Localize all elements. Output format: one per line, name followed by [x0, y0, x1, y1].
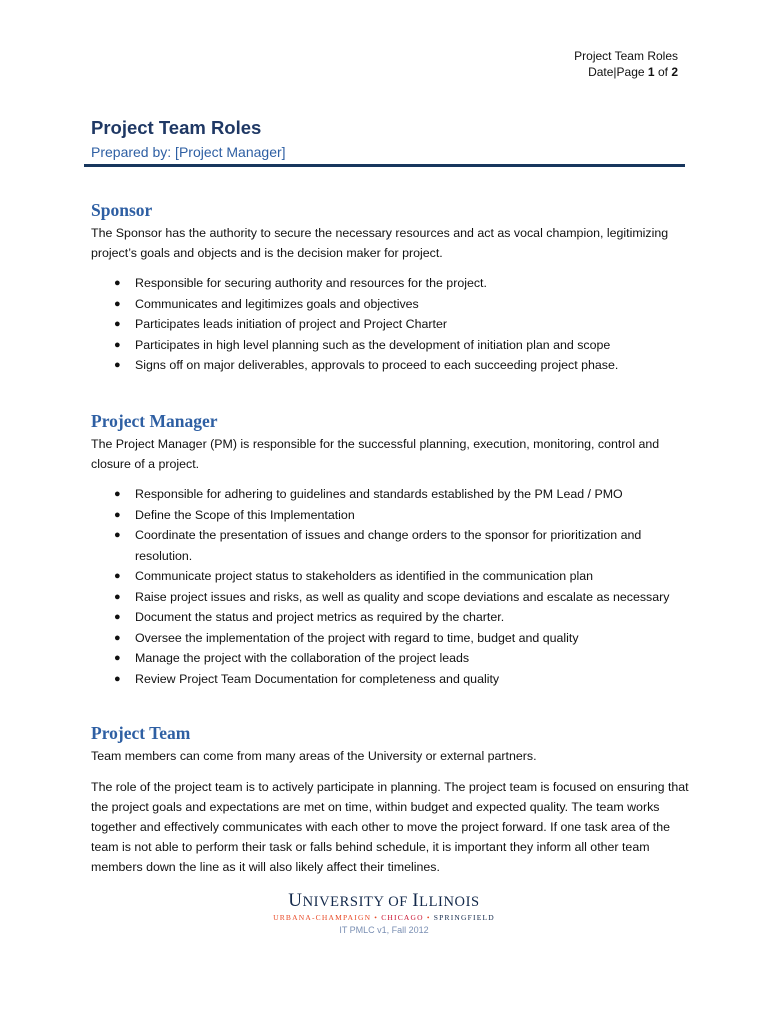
- list-item: ● Responsible for securing authority and resources for the project.: [114, 276, 487, 290]
- section-project-manager: [91, 410, 691, 689]
- list-item: ● Communicates and legitimizes goals and objectives: [114, 296, 419, 311]
- university-logo: UNIVERSITY OF ILLINOIS: [288, 890, 480, 911]
- list-item: ● Manage the project with the collaboration of the project leads: [114, 651, 470, 665]
- section-paragraph: Team members can come from many areas of the University or external partners.: [91, 749, 537, 763]
- header-page-current: 1: [647, 65, 655, 79]
- list-item: ● Document the status and project metrics as required by the charter.: [114, 610, 505, 624]
- section-heading: Project Team: [91, 723, 191, 743]
- list-item: ● Participates in high level planning such as the development of initiation plan and scope: [114, 337, 611, 352]
- header-page-of: of: [657, 65, 668, 79]
- bullet-list: [91, 484, 691, 689]
- header-doc-name: Project Team Roles: [574, 49, 678, 63]
- list-item: ● Communicate project status to stakeholders as identified in the communication plan: [114, 569, 594, 583]
- section-heading: Project Manager: [91, 411, 218, 431]
- list-item: ● Signs off on major deliverables, approvals to proceed to each succeeding project phase.: [114, 358, 619, 372]
- bullet-list: [91, 273, 691, 376]
- section-sponsor: [91, 199, 691, 376]
- header-page-info: Date|Page 1 of 2: [588, 65, 678, 79]
- section-paragraph: The role of the project team is to actively participate in planning. The project team is focused on ensuring that the project goals and expectations are met on time, within budget and expected quality. The team works together and effectively communicates with each other to move the project forward. If one task area of the team is not able to perform their task or falls behind schedule, it is important they inform all other team members down the line as it will also likely affect their timelines.: [91, 780, 689, 874]
- list-item: ● Oversee the implementation of the project with regard to time, budget and quality: [114, 630, 579, 645]
- document-title: Project Team Roles: [91, 117, 262, 138]
- title-rule: [84, 164, 685, 167]
- list-item: ● Review Project Team Documentation for completeness and quality: [114, 671, 500, 686]
- page-footer: [0, 890, 768, 936]
- page-header: [574, 48, 678, 80]
- list-item: ● Coordinate the presentation of issues and change orders to the sponsor for prioritization and resolution.: [114, 528, 642, 563]
- section-project-team: [91, 722, 691, 877]
- section-heading: Sponsor: [91, 200, 153, 220]
- campus-line: URBANA-CHAMPAIGN • CHICAGO • SPRINGFIELD: [273, 913, 495, 922]
- prepared-by: Prepared by: [Project Manager]: [91, 144, 286, 160]
- list-item: ● Define the Scope of this Implementation: [114, 507, 355, 522]
- header-page-total: 2: [671, 65, 678, 79]
- section-paragraph: The Project Manager (PM) is responsible for the successful planning, execution, monitoring, control and closure of a project.: [91, 437, 660, 471]
- list-item: ● Responsible for adhering to guidelines and standards established by the PM Lead / PMO: [114, 487, 623, 501]
- list-item: ● Participates leads initiation of project and Project Charter: [114, 317, 447, 331]
- footer-note: IT PMLC v1, Fall 2012: [339, 925, 429, 935]
- header-date: Date: [588, 65, 614, 79]
- list-item: ● Raise project issues and risks, as well as quality and scope deviations and escalate as necessary: [114, 589, 670, 604]
- section-paragraph: The Sponsor has the authority to secure the necessary resources and act as vocal champion, legitimizing project’s goals and objects and is the decision maker for project.: [91, 226, 669, 260]
- header-page-word: Page: [616, 65, 645, 79]
